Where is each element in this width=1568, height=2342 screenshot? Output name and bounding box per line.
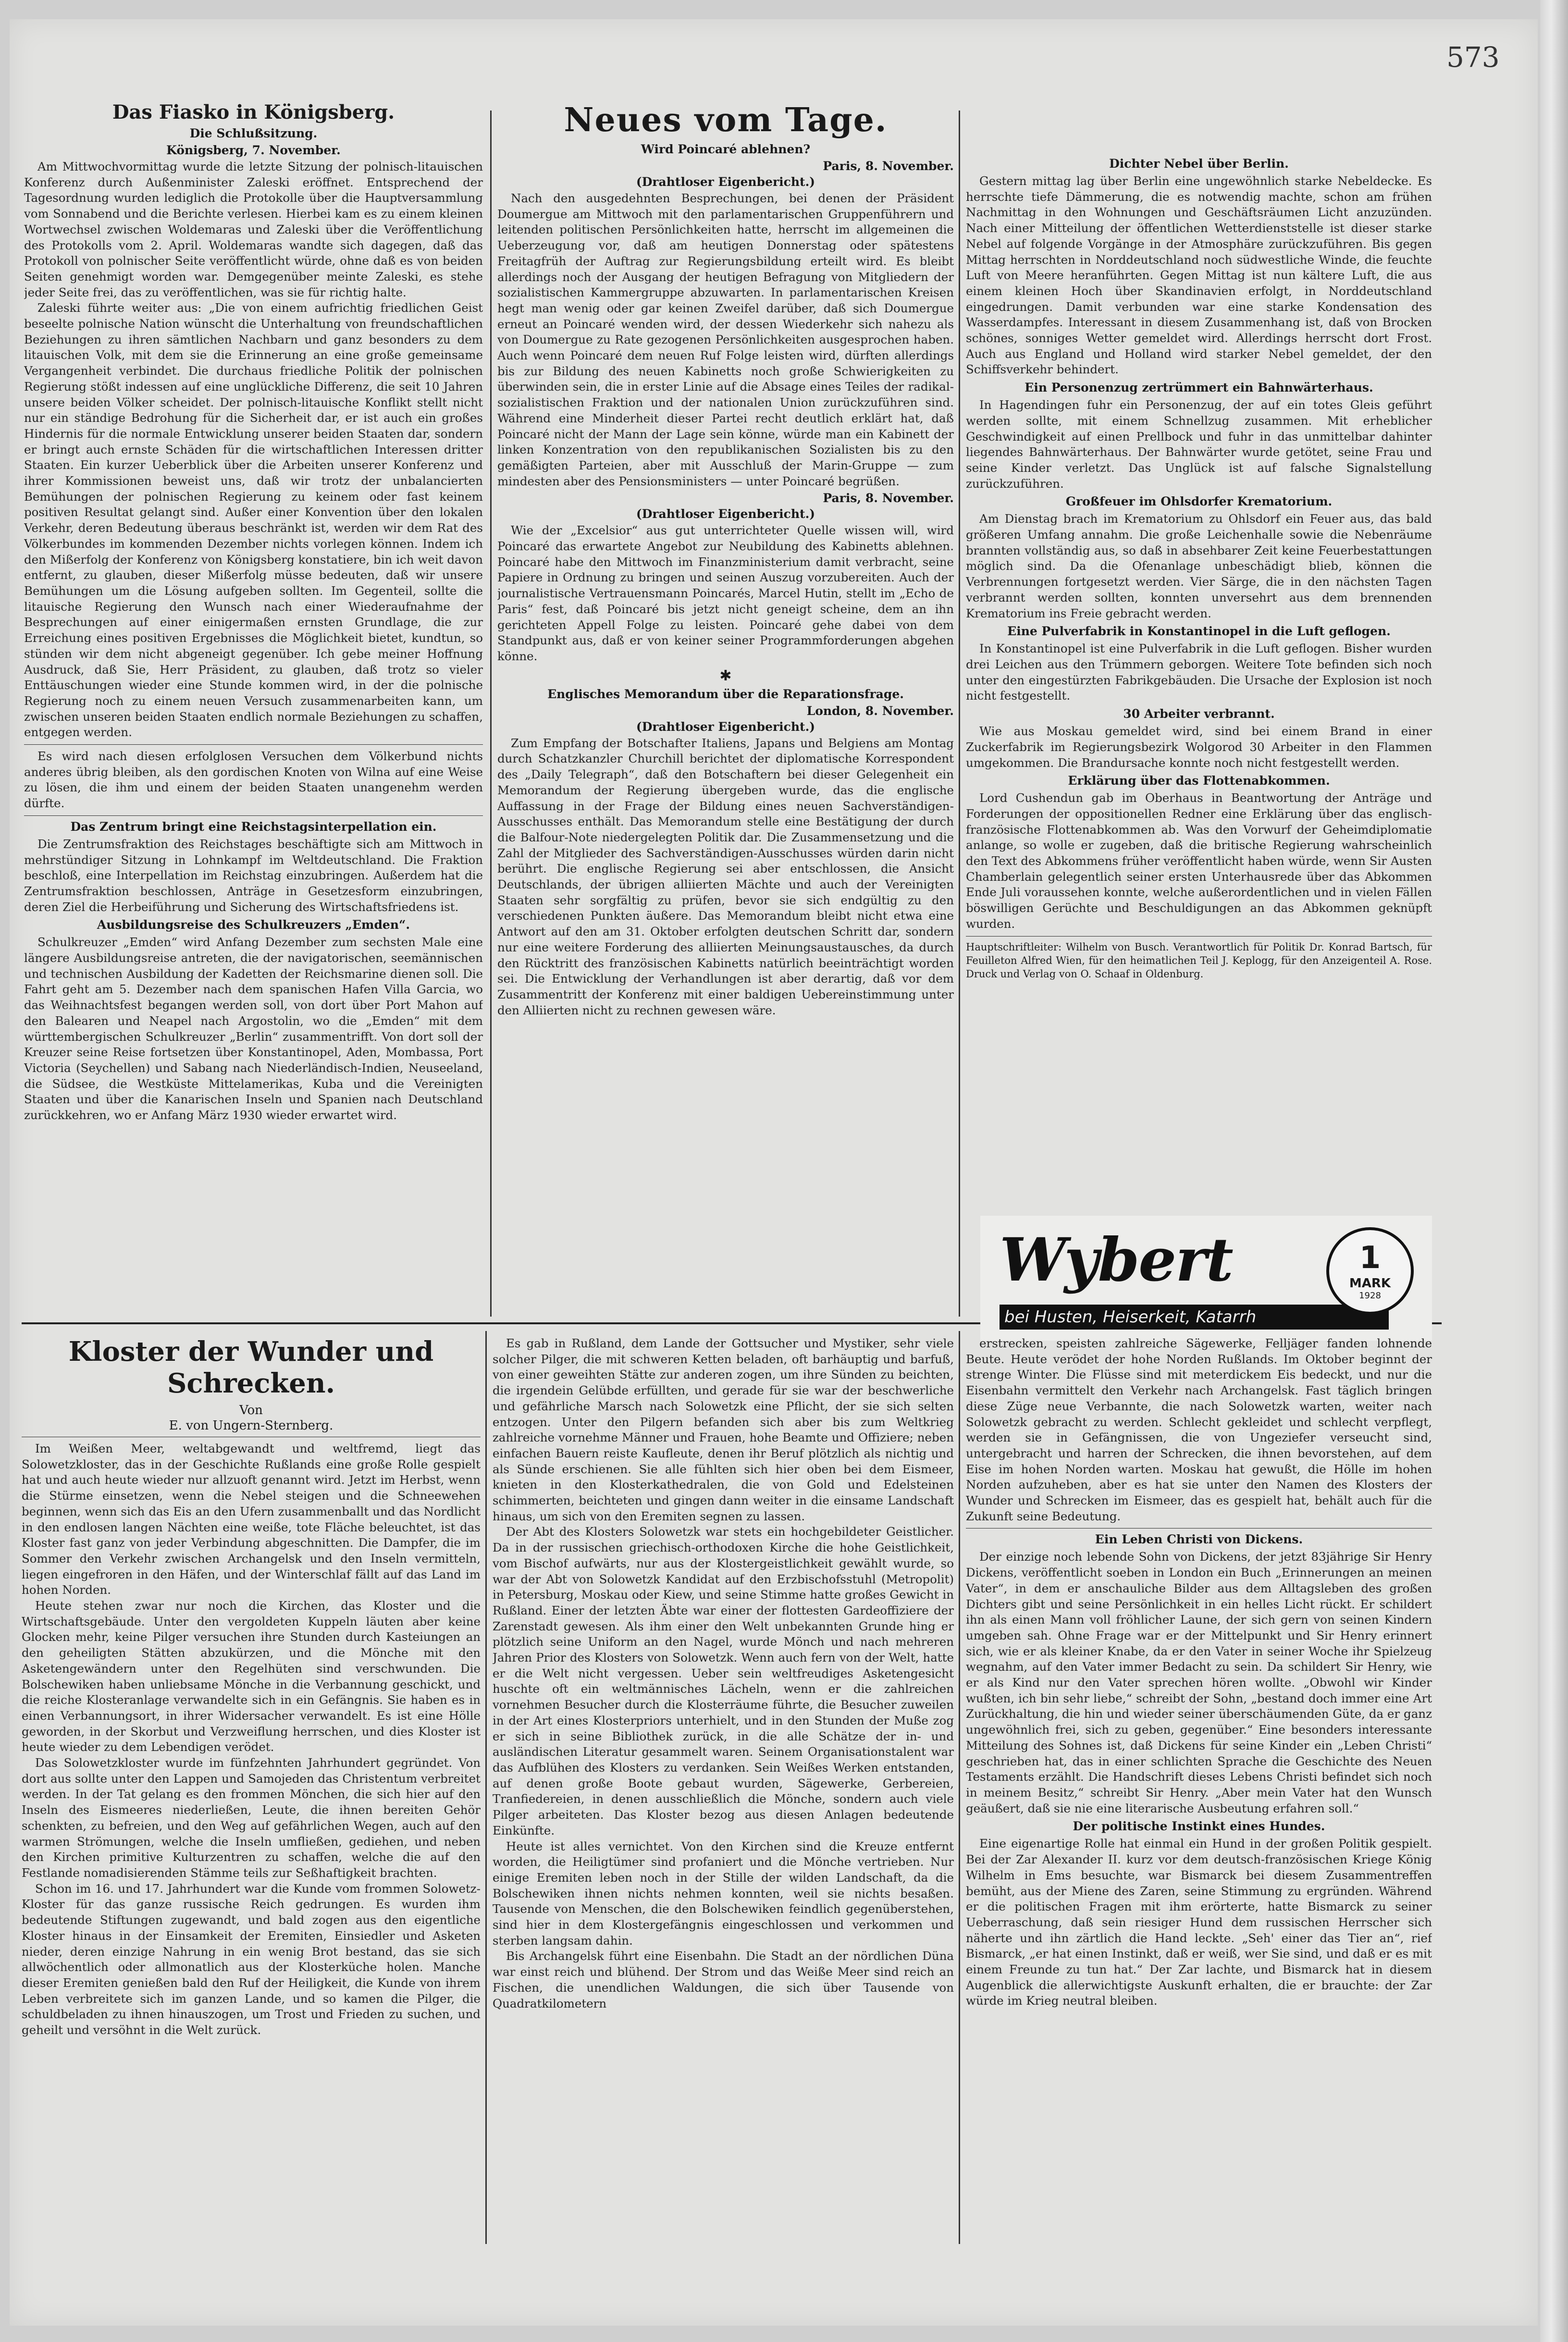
article-headline: Englisches Memorandum über die Reparationsfrage. — [547, 687, 904, 701]
article-headline: Das Zentrum bringt eine Reichstagsinterpellation ein. — [70, 819, 437, 834]
ad-slogan: bei Husten, Heiserkeit, Katarrh — [1000, 1305, 1389, 1330]
divider — [966, 936, 1432, 937]
column-1 — [24, 101, 483, 1317]
article-paragraph: Zum Empfang der Botschafter Italiens, Japans und Belgiens am Montag durch Schatzkanzler Churchill berichtet der diplomatische Korrespondent des „Daily Telegraph“, daß den Botschaftern bei dieser Gelegenheit ein Memorandum der Regierung übergeben wurde, das die englische Auffassung in der Frage der Bildung eines neuen Sachverständigen-Ausschusses enthält. Das Memorandum stelle eine Bestätigung der durch die Balfour-Note niedergelegten Politik dar. Die Zusammensetzung und die Zahl der Mitglieder des Sachverständigen-Ausschusses würden darin nicht berührt. Die englische Regierung sei aber entschlossen, die Ansicht Deutschlands, der übrigen alliierten Mächte und auch der Vereinigten Staaten sehr sorgfältig zu prüfen, bevor sie sich endgültig zu den verschiedenen Punkten äußere. Das Memorandum bleibt nicht etwa eine Antwort auf den am 31. Oktober erfolgten deutschen Schritt dar, sondern nur eine weitere Forderung des alliierten Meinungsaustausches, da durch den Rücktritt des französischen Kabinetts natürlich beeinträchtigt worden sei. Die Entwicklung der Verhandlungen ist aber derartig, daß vor dem Zusammentritt der Konferenz mit einer baldigen Uebereinstimmung unter den Alliierten nicht zu rechnen gewesen wäre. — [497, 736, 954, 1017]
article-paragraph: Schulkreuzer „Emden“ wird Anfang Dezember zum sechsten Male eine längere Ausbildungsreise antreten, die der navigatorischen, seemännischen und technischen Ausbildung der Kadetten der Reichsmarine dienen soll. Die Fahrt geht am 5. Dezember nach dem spanischen Hafen Villa Garcia, wo das Weihnachtsfest begangen werden soll, von dort über Port Mahon auf den Balearen und Neapel nach Argostolin, wo die „Emden“ mit dem württembergischen Schulkreuzer „Berlin“ zusammentrifft. Von dort soll der Kreuzer seine Reise fortsetzen über Konstantinopel, Aden, Mombassa, Port Victoria (Seychellen) und Sabang nach Niederländisch-Indien, Neuseeland, die Südsee, die Westküste Mittelamerikas, Kuba und die Vereinigten Staaten und über die Kanarischen Inseln und Spanien nach Deutschland zurückkehren, wo er Anfang März 1930 wieder erwartet wird. — [24, 935, 483, 1122]
article-paragraph: Lord Cushendun gab im Oberhaus in Beantwortung der Anträge und Forderungen der oppositionellen Redner eine Erklärung über das englisch-französische Flottenabkommen ab. Was den Vorwurf der Geheimdiplomatie anlange, so wolle er zugeben, daß die britische Regierung wahrscheinlich den Text des Abkommens früher veröffentlicht haben würde, wenn Sir Austen Chamberlain gelegentlich seiner ersten Unterhausrede über das Abkommen Ende Juli voraussehen konnte, welche außerordentlichen und in vielen Fällen böswilligen Gerüchte und Beschuldigungen an das Abkommen geknüpft wurden. — [966, 791, 1432, 931]
article-headline: Ein Personenzug zertrümmert ein Bahnwärterhaus. — [1025, 381, 1373, 395]
article-paragraph: Schon im 16. und 17. Jahrhundert war die Kunde vom frommen Solowetz-Kloster für das ganze russische Reich gedrungen. Es wurden ihm bedeutende Stiftungen zugewandt, und bald zogen aus den eigentliche Kloster hinaus in der Einsamkeit der Eremiten, Einsiedler und Asketen nieder, deren einzige Nahrung in ein wenig Brot bestand, das sie sich allwöchentlich oder allmonatlich aus der Klosterküche holen. Manche dieser Eremiten genießen bald den Ruf der Heiligkeit, die Kunde von ihrem Leben verbreitete sich im ganzen Lande, und so kamen die Pilger, die schuldbeladen zu ihnen hinauszogen, um Trost und Frieden zu suchen, und geheilt und versöhnt in die Welt zurück. — [22, 1881, 481, 2037]
byline-prefix: Von — [239, 1403, 263, 1418]
article-paragraph: erstrecken, speisten zahlreiche Sägewerke, Felljäger fanden lohnende Beute. Heute verödet der hohe Norden Rußlands. Im Oktober beginnt der strenge Winter. Die Flüsse sind mit meterdickem Eis bedeckt, und nur die Eisenbahn vermittelt den Verkehr nach Archangelsk. Fast täglich bringen diese Züge neue Verbannte, die nach Solowetzk warten, weiter nach Solowetzk gebracht zu werden. Schlecht gekleidet und schlecht verpflegt, werden sie in Gefängnissen, die von Ungeziefer verseucht sind, untergebracht und harren der Schrecken, die ihnen bevorstehen, auf dem Eise im hohen Norden warten. Moskau hat gewußt, die Hölle im hohen Norden aufzuheben, aber es hat sie unter den Namen des Klosters der Wunder und Schrecken im Eismeer, das es gespielt hat, behält auch für die Zukunft seine Bedeutung. — [966, 1336, 1432, 1523]
dateline: London, 8. November. — [806, 703, 954, 718]
article-paragraph: Die Zentrumsfraktion des Reichstages beschäftigte sich am Mittwoch in mehrstündiger Sitzung in Lohnkampf im Weltdeutschland. Die Fraktion beschloß, eine Interpellation im Reichstag einzubringen. Außerdem hat die Zentrumsfraktion beschlossen, Anträge in Gesetzesform einzubringen, deren Ziel die Herbeiführung und Sicherung des Wirtschaftsfriedens ist. — [24, 837, 483, 914]
article-headline: 30 Arbeiter verbrannt. — [1123, 707, 1275, 721]
article-paragraph: Wie aus Moskau gemeldet wird, sind bei einem Brand in einer Zuckerfabrik im Regierungsbezirk Wolgorod 30 Arbeiter in den Flammen umgekommen. Die Brandursache konnte noch nicht festgestellt werden. — [966, 724, 1432, 770]
divider — [24, 744, 483, 745]
page-number: 573 — [1446, 41, 1500, 74]
article-paragraph: Zaleski führte weiter aus: „Die von einem aufrichtig friedlichen Geist beseelte polnische Nation wünscht die Unterhaltung von freundschaftlichen Beziehungen zu ihren sämtlichen Nachbarn und ganz besonders zu dem litauischen Volk, mit dem sie die Erinnerung an eine große gemeinsame Vergangenheit verbindet. Die durchaus friedliche Politik der polnischen Regierung stößt indessen auf eine unglückliche Differenz, die seit 10 Jahren unsere beiden Völker scheidet. Der polnisch-litauische Konflikt stellt nicht nur ein ständige Bedrohung für die Sicherheit dar, er ist auch ein großes Hindernis für die normale Entwicklung unserer beiden Staaten dar, sondern er bringt auch ernste Schäden für die wirtschaftlichen Interessen dritter Staaten. Ein kurzer Ueberblick über die Arbeiten unserer Konferenz und ihrer Kommissionen beweist uns, daß wir trotz der unbalancierten Bemühungen der polnischen Regierung zu keinem oder fast keinem positiven Resultat gelangt sind. Außer einer Konvention über den lokalen Verkehr, deren Bedeutung überaus beschränkt ist, werden wir dem Rat des Völkerbundes im kommenden Dezember nichts vorlegen können. Indem ich den Mißerfolg der Konferenz von Königsberg konstatiere, bin ich weit davon entfernt, zu glauben, dieser Mißerfolg müsse bedeuten, daß wir unsere Bemühungen um die Lösung aufgeben sollten. Im Gegenteil, sollte die litauische Regierung den Wunsch nach einer Wiederaufnahme der Besprechungen auf einer einigermaßen ernsten Grundlage, die zur Erreichung eines positiven Ergebnisses die Möglichkeit bietet, kundtun, so stünden wir dem nicht abgeneigt gegenüber. Ich gebe meiner Hoffnung Ausdruck, daß Sie, Herr Präsident, zu glauben, daß trotz so vieler Enttäuschungen wieder eine Stunde kommen wird, in der die polnische Regierung noch zu einem neuen Versuch zusammenarbeiten kann, um zwischen unseren beiden Staaten endlich normale Beziehungen zu schaffen, entgegen werden. — [24, 301, 483, 740]
article-paragraph: Bis Archangelsk führt eine Eisenbahn. Die Stadt an der nördlichen Düna war einst reich und blühend. Der Strom und das Weiße Meer sind reich an Fischen, die unendlichen Waldungen, die sich über Tausende von Quadratkilometern — [493, 1949, 954, 2010]
ad-brand: Wybert — [1000, 1225, 1233, 1295]
article-paragraph: In Hagendingen fuhr ein Personenzug, der auf ein totes Gleis geführt werden sollte, mit einem Schnellzug zusammen. Mit erheblicher Geschwindigkeit auf einen Prellbock und fuhr in das unmittelbar dahinter liegendes Bahnwärterhaus. Der Bahnwärter wurde getötet, seine Frau und seine Kinder verletzt. Das Unglück ist auf falsche Signalstellung zurückzuführen. — [966, 398, 1432, 491]
source-note: (Drahtloser Eigenbericht.) — [636, 719, 815, 734]
feature-column-3 — [966, 1336, 1432, 2244]
divider — [24, 815, 483, 816]
article-headline: Ein Leben Christi von Dickens. — [1095, 1532, 1303, 1547]
price-stamp-icon — [1326, 1227, 1414, 1315]
article-paragraph: Heute stehen zwar nur noch die Kirchen, das Kloster und die Wirtschaftsgebäude. Unter den vergoldeten Kuppeln läuten aber keine Glocken mehr, keine Pilger versuchen ihre Stunden durch Kasteiungen an den geheiligten Stätten abzukürzen, und die Mönche mit den Asketengewändern unter den Regelhüten sind verschwunden. Die Bolschewiken haben unliebsame Mönche in die Verbannung geschickt, und die reiche Klosteranlage verwandelte sich in ein Gefängnis. Sie haben es in einen Verbannungsort, in ihrer Widersacher verwandelt. Es ist eine Hölle geworden, in der Skorbut und Verzweiflung herrschen, und dies Kloster ist heute wieder zu dem Lebendigen verödet. — [22, 1599, 481, 1754]
column-rule — [959, 1331, 960, 2244]
dateline: Paris, 8. November. — [823, 159, 954, 173]
stamp-number: 1 — [1359, 1240, 1381, 1276]
article-paragraph: Am Mittwochvormittag wurde die letzte Sitzung der polnisch-litauischen Konferenz durch Außenminister Zaleski eröffnet. Entsprechend der Tagesordnung wurden lediglich die Protokolle über die Hauptversammlung vom Sonnabend und die Berichte verlesen. Hierbei kam es zu einem kleinen Wortwechsel zwischen Woldemaras und Zaleski über die Veröffentlichung des Protokolls vom 2. April. Woldemaras wandte sich dagegen, daß das Protokoll von polnischer Seite veröffentlicht würde, ohne daß es von beiden Seiten genehmigt worden war. Demgegenüber meinte Zaleski, es stehe jeder Seite frei, das zu veröffentlichen, was sie für richtig halte. — [24, 160, 483, 299]
scan-border — [1540, 0, 1568, 2342]
article-headline: Der politische Instinkt eines Hundes. — [1073, 1819, 1325, 1834]
article-paragraph: Heute ist alles vernichtet. Von den Kirchen sind die Kreuze entfernt worden, die Heiligtümer sind profaniert und die Mönche vertrieben. Nur einige Eremiten leben noch in der Stille der wilden Landschaft, da die Bolschewiken ihnen nichts nehmen konnten, weil sie nichts besaßen. Tausende von Menschen, die den Bolschewiken feindlich gegenüberstehen, sind hier in dem Klostergefängnis eingeschlossen und verkommen und sterben langsam dahin. — [493, 1839, 954, 1948]
section-title: Neues vom Tage. — [564, 101, 888, 139]
article-paragraph: Eine eigenartige Rolle hat einmal ein Hund in der großen Politik gespielt. Bei der Zar Alexander II. kurz vor dem deutsch-französischen Kriege König Wilhelm in Ems besuchte, war Bismarck bei diesem Zusammentreffen bemüht, aus der Miene des Zaren, seine Stimmung zu ergründen. Während er die politischen Fragen mit ihm erörterte, hatte Bismarck zu seiner Ueberraschung, daß sein riesiger Hund dem russischen Herrscher sich näherte und ihn zärtlich die Hand leckte. „Seh' einer das Tier an“, rief Bismarck, „er hat einen Instinkt, daß er weiß, wer Sie sind, und daß er es mit einem Freunde zu tun hat.“ Der Zar lachte, und Bismarck hat in diesem Augenblick die allerwichtigste Auskunft erhalten, die er brauchte: der Zar würde im Krieg neutral bleiben. — [966, 1837, 1432, 2008]
article-headline: Dichter Nebel über Berlin. — [1109, 157, 1289, 171]
article-paragraph: Der einzige noch lebende Sohn von Dickens, der jetzt 83jährige Sir Henry Dickens, veröffentlicht soeben in London ein Buch „Erinnerungen an meinen Vater“, in dem er anschauliche Bilder aus dem Alltagsleben des großen Dichters gibt und seine Persönlichkeit in ein helles Licht rückt. Er schildert ihn als einen Mann voll fröhlicher Laune, der sich gern von seinen Kindern umgeben sah. Ohne Frage war er der Mittelpunkt und Sir Henry erinnert sich, wie er als kleiner Knabe, da er den Vater in seiner Woche ihr Spielzeug wegnahm, auf den Vater immer Bedacht zu sein. Da schildert Sir Henry, wie er als Kind nur den Vater sprechen hören wollte. „Obwohl wir Kinder wußten, ich bin sehr liebe,“ schreibt der Sohn, „bestand doch immer eine Art Zurückhaltung, die hin und wieder seiner überschäumenden Güte, da er ganz ungewöhnlich frei, sich zu geben, gegenüber.“ Eine besonders interessante Mitteilung des Sohnes ist, daß Dickens für seine Kinder ein „Leben Christi“ geschrieben hat, das in einer schlichten Sprache die Geschichte des Neuen Testaments erzählt. Die Handschrift dieses Lebens Christi befindet sich noch in meinem Besitz,“ schreibt Sir Henry. „Aber mein Vater hat den Wunsch geäußert, daß sie nie eine literarische Ausbeutung erfahren soll.“ — [966, 1550, 1432, 1815]
imprint: Hauptschriftleiter: Wilhelm von Busch. Verantwortlich für Politik Dr. Konrad Bartsch, für Feuilleton Alfred Wien, für den heimatlichen Teil J. Keplogg, für den Anzeigenteil A. Rose. Druck und Verlag von O. Schaaf in Oldenburg. — [966, 941, 1432, 980]
column-rule — [485, 1331, 487, 2244]
dateline: Paris, 8. November. — [823, 491, 954, 505]
article-headline: Ausbildungsreise des Schulkreuzers „Emden“. — [97, 918, 410, 932]
article-paragraph: Gestern mittag lag über Berlin eine ungewöhnlich starke Nebeldecke. Es herrschte tiefe Dämmerung, die es notwendig machte, schon am frühen Nachmittag in den Wohnungen und Geschäftsräumen Licht anzuzünden. Nach einer Mitteilung der öffentlichen Wetterdienststelle ist dieser starke Nebel auf folgende Vorgänge in der Atmosphäre zurückzuführen. Bis gegen Mittag herrschten in Norddeutschland noch südwestliche Winde, die feuchte Luft von Meere heranführten. Gegen Mittag ist nun kältere Luft, die aus einem kleinen Hoch über Skandinavien erfolgt, in Norddeutschland eingedrungen. Damit verbunden war eine starke Kondensation des Wasserdampfes. Interessant in diesem Zusammenhang ist, daß von Brocken schönes, sonniges Wetter gemeldet wird. Allerdings herrscht dort Frost. Auch aus England und Holland wird starker Nebel gemeldet, der den Schiffsverkehr behindert. — [966, 174, 1432, 377]
article-paragraph: Es wird nach diesen erfolglosen Versuchen dem Völkerbund nichts anderes übrig bleiben, als den gordischen Knoten von Wilna auf eine Weise zu lösen, die ihm und einem der beiden Staaten unangenehm werden dürfte. — [24, 749, 483, 811]
source-note: (Drahtloser Eigenbericht.) — [636, 507, 815, 521]
article-paragraph: Es gab in Rußland, dem Lande der Gottsucher und Mystiker, sehr viele solcher Pilger, die mit schweren Ketten beladen, oft barhäuptig und barfuß, von einer geweihten Stätte zur anderen zogen, um ihre Sünden zu beichten, die irgendein Gelübde erfüllten, und gerade für sie war der beschwerliche und gefährliche Marsch nach Solowetzk eine Pflicht, der sie sich selten entzogen. Unter den Pilgern befanden sich aber bis zum Weltkrieg zahlreiche vornehme Männer und Frauen, hohe Beamte und Offiziere; neben einfachen Bauern reiste Kaufleute, denen ihr Beruf plötzlich als nichtig und als Sünde erschienen. Sie alle fühlten sich hier oben bei dem Eismeer, knieten in den Klosterkathedralen, die von Gold und Edelsteinen schimmerten, beichteten und gingen dann weiter in die einsame Landschaft hinaus, um sich von den Eremiten segnen zu lassen. — [493, 1336, 954, 1523]
article-headline: Großfeuer im Ohlsdorfer Krematorium. — [1065, 494, 1333, 509]
article-subhead: Die Schlußsitzung. — [189, 126, 318, 140]
column-2 — [497, 101, 954, 1317]
byline-author: E. von Ungern-Sternberg. — [169, 1418, 333, 1433]
dateline: Königsberg, 7. November. — [166, 143, 341, 157]
article-paragraph: Am Dienstag brach im Krematorium zu Ohlsdorf ein Feuer aus, das bald größeren Umfang annahm. Die große Leichenhalle sowie die Nebenräume brannten vollständig aus, so daß in absehbarer Zeit keine Feuerbestattungen möglich sind. Da die Ofenanlage unbeschädigt blieb, können die Verbrennungen fortgesetzt werden. Vier Särge, die in den nächsten Tagen verbrannt werden sollten, konnten unversehrt aus dem brennenden Krematorium ins Freie gebracht werden. — [966, 512, 1432, 620]
article-paragraph: Nach den ausgedehnten Besprechungen, bei denen der Präsident Doumergue am Mittwoch mit den parlamentarischen Gruppenführern und leitenden politischen Persönlichkeiten hatte, herrscht im allgemeinen die Ueberzeugung vor, daß am heutigen Donnerstag oder spätestens Freitagfrüh der Auftrag zur Regierungsbildung erteilt wird. Es bleibt allerdings noch der Ausgang der heutigen Befragung von Mitgliedern der sozialistischen Kammergruppe abzuwarten. In parlamentarischen Kreisen hegt man wenig oder gar keinen Zweifel darüber, daß sich Doumergue erneut an Poincaré wenden wird, der dessen Wiederkehr sich nahezu als von Doumergue zu Rate gezogenen Persönlichkeiten ausgesprochen haben. Auch wenn Poincaré dem neuen Ruf Folge leisten wird, dürften allerdings bis zur Bildung des neuen Kabinetts noch große Schwierigkeiten zu überwinden sein, die in erster Linie auf die Absage eines Teiles der radikal-sozialistischen Fraktion und der nationalen Union zurückzuführen sind. Während eine Minderheit dieser Partei recht deutlich erklärt hat, daß Poincaré nicht der Mann der Lage sein könne, würde man ein Kabinett der linken Konzentration von den republikanischen Sozialisten bis zu den gemäßigten Parteien, aber mit Ausschluß der Marin-Gruppe — zum mindesten aber des Pensionsministers — unter Poincaré begrüßen. — [497, 191, 954, 488]
article-paragraph: Im Weißen Meer, weltabgewandt und weltfremd, liegt das Solowetzkloster, das in der Geschichte Rußlands eine große Rolle gespielt hat und auch heute wieder nur allzuoft genannt wird. Jetzt im Herbst, wenn die Stürme einsetzen, wenn die Nebel steigen und die Schneewehen beginnen, wenn sich das Eis an den Ufern zusammenballt und das Nordlicht in den endlosen langen Nächten eine weiße, tote Fläche beleuchtet, ist das Kloster fast ganz von jeder Verbindung abgeschnitten. Die Dampfer, die im Sommer den Verkehr zwischen Archangelsk und den Inseln vermitteln, liegen eingefroren in den Häfen, und der Winterschlaf fällt auf das Land im hohen Norden. — [22, 1442, 481, 1597]
source-note: (Drahtloser Eigenbericht.) — [636, 175, 815, 189]
article-paragraph: Das Solowetzkloster wurde im fünfzehnten Jahrhundert gegründet. Von dort aus sollte unter den Lappen und Samojeden das Christentum verbreitet werden. In der Tat gelang es den frommen Mönchen, die sich hier auf den Inseln des Eismeeres niederließen, Leute, die ihnen bereiten Gehör schenkten, zu befreien, und den Weg auf gefährlichen Wegen, auch auf den warmen Strömungen, welche die Inseln umfließen, gediehen, und neben den Kirchen primitive Kulturzentren zu schaffen, welche die auf den Festlande nomadisierenden Stämme teils zur Seßhaftigkeit brachten. — [22, 1756, 481, 1880]
feature-column-2 — [493, 1336, 954, 2244]
article-paragraph: Wie der „Excelsior“ aus gut unterrichteter Quelle wissen will, wird Poincaré das erwartete Angebot zur Neubildung des Kabinetts ablehnen. Poincaré habe den Mittwoch im Finanzministerium damit verbracht, seine Papiere in Ordnung zu bringen und seinen Auszug vorzubereiten. Auch der journalistische Vertrauensmann Poincarés, Marcel Hutin, stellt im „Echo de Paris“ fest, daß Poincaré bis jetzt nicht geneigt scheine, dem an ihn gerichteten Appell Folge zu leisten. Poincaré gehe dabei von dem Standpunkt aus, daß er von keiner seiner Programmforderungen abgehen könne. — [497, 523, 954, 663]
article-headline: Eine Pulverfabrik in Konstantinopel in die Luft geflogen. — [1007, 624, 1391, 639]
column-rule — [490, 111, 492, 1317]
article-headline: Erklärung über das Flottenabkommen. — [1068, 774, 1330, 788]
article-paragraph: In Konstantinopel ist eine Pulverfabrik in die Luft geflogen. Bisher wurden drei Leichen aus den Trümmern geborgen. Weitere Tote befinden sich noch unter den eingestürzten Fabrikgebäuden. Die Ursache der Explosion ist noch nicht festgestellt. — [966, 641, 1432, 703]
article-headline: Wird Poincaré ablehnen? — [641, 142, 811, 156]
feature-title: Kloster der Wunder und Schrecken. — [68, 1336, 434, 1399]
stamp-year: 1928 — [1359, 1291, 1381, 1301]
stamp-unit: MARK — [1349, 1276, 1391, 1291]
advertisement — [980, 1216, 1432, 1341]
column-3 — [966, 154, 1432, 1211]
column-rule — [959, 111, 960, 1317]
article-paragraph: Der Abt des Klosters Solowetzk war stets ein hochgebildeter Geistlicher. Da in der russischen griechisch-orthodoxen Kirche die hohe Geistlichkeit, vom Bischof aufwärts, nur aus der Klostergeistlichkeit gewählt wurde, so war der Abt von Solowetzk Kandidat auf den Erzbischofsstuhl (Metropolit) in Petersburg, Moskau oder Kiew, und seine Stimme hatte großes Gewicht in Rußland. Einer der letzten Äbte war einer der flottesten Gardeoffiziere der Zarenstadt gewesen. Als ihm einer den Welt unbekannten Grunde hing er plötzlich seine Uniform an den Nagel, wurde Mönch und nach mehreren Jahren Prior des Klosters von Solowetzk. Wenn auch fern von der Welt, hatte er die Welt nicht vergessen. Ueber sein weltfreudiges Asketengesicht huschte oft ein weltmännisches Lächeln, wenn er die zahlreichen vornehmen Besucher durch die Klosterräume führte, die Besucher zuweilen in der Art eines Klosterpriors unterhielt, und in den Stunden der Muße zog er sich in seine Bibliothek zurück, in die alle Schätze der in- und ausländischen Literatur gesammelt waren. Seinem Organisationstalent war das Aufblühen des Klosters zu verdanken. Sein Weißes Werken entstanden, auf denen große Boote gebaut wurden, Sägewerke, Gerbereien, Tranfiedereien, in denen ausschließlich die Mönche, sondern auch viele Pilger arbeiteten. Das Kloster bezog aus diesen Anlagen bedeutende Einkünfte. — [493, 1525, 954, 1837]
asterism-icon: ✱ — [719, 667, 732, 684]
article-headline: Das Fiasko in Königsberg. — [112, 101, 395, 123]
feature-column-1 — [22, 1336, 481, 2244]
